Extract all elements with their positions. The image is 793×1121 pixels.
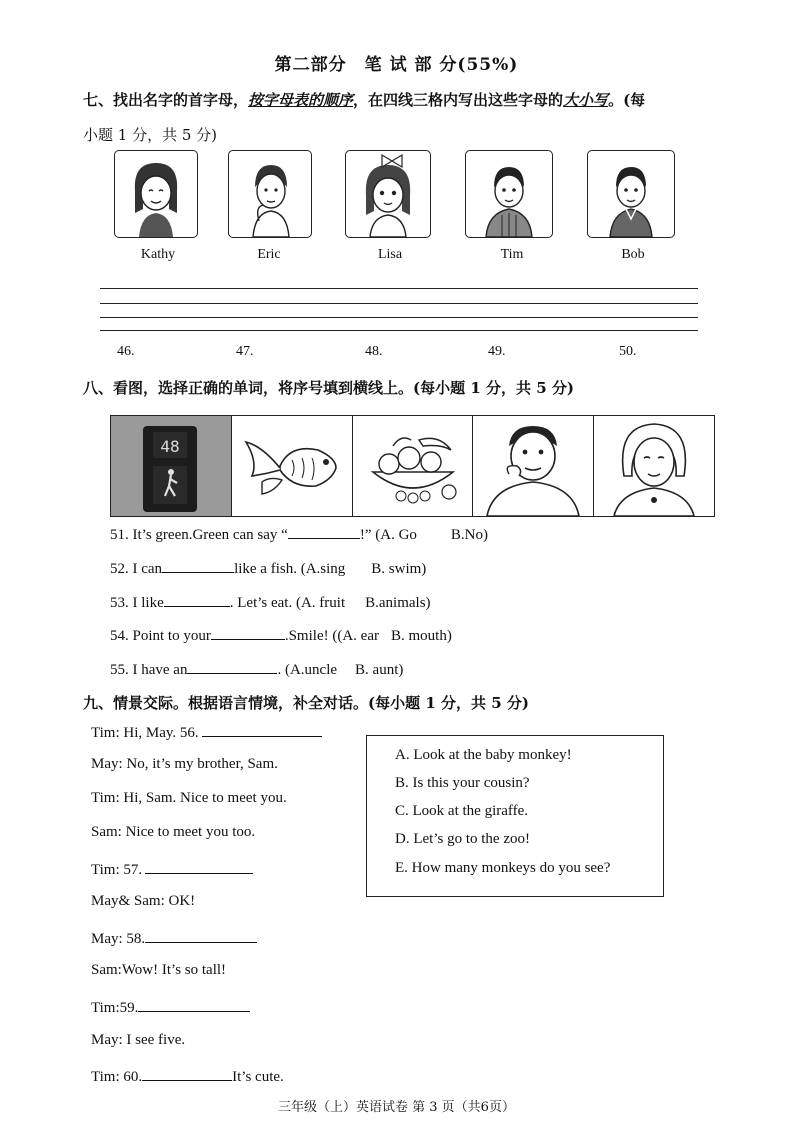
answer-blank[interactable] xyxy=(211,625,285,640)
question-52 xyxy=(110,558,426,578)
instruction-emphasis: 按字母表的顺序 xyxy=(248,91,354,109)
question-text: 52. I can xyxy=(110,561,163,577)
name-label: Lisa xyxy=(377,247,403,262)
option-b: B. aunt) xyxy=(355,662,404,678)
dialog-text: Tim: Hi, May. 56. xyxy=(91,725,199,741)
boy-portrait-icon xyxy=(466,151,552,237)
fruit-picture xyxy=(353,416,474,516)
dialog-line: Tim: Hi, Sam. Nice to meet you. xyxy=(91,790,287,806)
portrait-bob xyxy=(587,150,675,238)
answer-blank[interactable] xyxy=(288,524,360,539)
option-b: B.animals) xyxy=(365,595,431,611)
name-label: Kathy xyxy=(140,247,176,262)
boy-portrait-icon xyxy=(229,151,311,237)
answer-blank[interactable] xyxy=(162,558,234,573)
page-footer: 三年级（上）英语试卷 第 3 页（共6页） xyxy=(278,1100,515,1115)
question-text: like a fish. (A.sing xyxy=(234,561,346,577)
writing-line xyxy=(100,330,698,331)
traffic-light-picture xyxy=(111,416,232,516)
question-number: 48. xyxy=(365,344,383,359)
woman-picture xyxy=(594,416,714,516)
answer-blank[interactable] xyxy=(202,722,322,737)
option-b: B. Is this your cousin? xyxy=(395,775,530,791)
portrait-lisa xyxy=(345,150,431,238)
question-number: 47. xyxy=(236,344,254,359)
answer-blank[interactable] xyxy=(138,997,250,1012)
writing-line xyxy=(100,317,698,318)
goldfish-icon xyxy=(232,416,352,516)
girl-with-bow-icon xyxy=(346,151,430,237)
dialog-line-60 xyxy=(91,1066,284,1086)
question-number: 50. xyxy=(619,344,637,359)
portrait-eric xyxy=(228,150,312,238)
section-9-instruction: 九、情景交际。根据语言情境，补全对话。(每小题 1 分，共 5 分) xyxy=(83,694,529,712)
dialog-line: Sam:Wow! It’s so tall! xyxy=(91,962,227,978)
dialog-line: Sam: Nice to meet you too. xyxy=(91,824,256,840)
dialog-line-57 xyxy=(91,859,253,879)
options-box xyxy=(366,735,664,897)
question-53 xyxy=(110,592,431,612)
dialog-text: Tim: 57. xyxy=(91,862,143,878)
dialog-line: May: I see five. xyxy=(91,1032,186,1048)
boy-mouth-picture xyxy=(473,416,594,516)
option-b: B. swim) xyxy=(371,561,427,577)
question-54 xyxy=(110,625,452,645)
option-a: A. Look at the baby monkey! xyxy=(395,747,572,763)
option-c: C. Look at the giraffe. xyxy=(395,803,529,819)
countdown-display: 48 xyxy=(160,437,180,456)
question-text: 53. I like xyxy=(110,595,164,611)
writing-line xyxy=(100,303,698,304)
name-label: Bob xyxy=(621,247,645,262)
traffic-light-icon xyxy=(111,416,231,516)
picture-strip xyxy=(110,415,715,517)
question-text: . (A.uncle xyxy=(277,662,338,678)
option-b: B.No) xyxy=(450,527,489,543)
answer-blank[interactable] xyxy=(187,659,277,674)
answer-blank[interactable] xyxy=(142,1066,232,1081)
instruction-emphasis: 大小写 xyxy=(563,91,609,109)
dialog-text: Tim:59. xyxy=(91,1000,139,1016)
name-label: Eric xyxy=(257,247,281,262)
section-7-instruction-line2: 小题 1 分，共 5 分) xyxy=(83,126,218,144)
boy-portrait-icon xyxy=(588,151,674,237)
dialog-line-59 xyxy=(91,997,250,1017)
instruction-part: 七、找出名字的首字母， xyxy=(83,91,249,109)
portrait-kathy xyxy=(114,150,198,238)
option-e: E. How many monkeys do you see? xyxy=(395,860,611,876)
question-number: 49. xyxy=(488,344,506,359)
page-title: 第二部分 笔 试 部 分(55%) xyxy=(274,55,519,75)
answer-blank[interactable] xyxy=(164,592,230,607)
question-text: .Smile! ((A. ear xyxy=(284,628,379,644)
question-text: . Let’s eat. (A. fruit xyxy=(229,595,346,611)
dialog-text: May: 58. xyxy=(91,931,146,947)
question-text: 51. It’s green.Green can say “ xyxy=(110,527,288,543)
answer-blank[interactable] xyxy=(145,928,257,943)
question-51 xyxy=(110,524,488,544)
question-55 xyxy=(110,659,403,679)
instruction-part: 。(每 xyxy=(608,91,646,109)
question-text: 54. Point to your xyxy=(110,628,211,644)
girl-portrait-icon xyxy=(115,151,197,237)
woman-portrait-icon xyxy=(594,416,714,516)
dialog-text: It’s cute. xyxy=(232,1069,284,1085)
name-label: Tim xyxy=(500,247,524,262)
portrait-tim xyxy=(465,150,553,238)
dialog-line-58 xyxy=(91,928,257,948)
dialog-text: Tim: 60. xyxy=(91,1069,143,1085)
dialog-line-56 xyxy=(91,722,322,742)
fish-picture xyxy=(232,416,353,516)
option-d: D. Let’s go to the zoo! xyxy=(395,831,530,847)
section-8-instruction: 八、看图，选择正确的单词，将序号填到横线上。(每小题 1 分，共 5 分) xyxy=(83,379,574,397)
dialog-line: May: No, it’s my brother, Sam. xyxy=(91,756,278,772)
writing-line xyxy=(100,288,698,289)
dialog-line: May& Sam: OK! xyxy=(91,893,196,909)
question-text: 55. I have an xyxy=(110,662,188,678)
question-text: !” (A. Go xyxy=(359,527,417,543)
answer-blank[interactable] xyxy=(145,859,253,874)
fruit-basket-icon xyxy=(353,416,473,516)
option-b: B. mouth) xyxy=(390,628,452,644)
question-number: 46. xyxy=(117,344,135,359)
section-7-instruction xyxy=(83,89,645,110)
instruction-part: ，在四线三格内写出这些字母的 xyxy=(353,91,564,109)
boy-pointing-mouth-icon xyxy=(473,416,593,516)
